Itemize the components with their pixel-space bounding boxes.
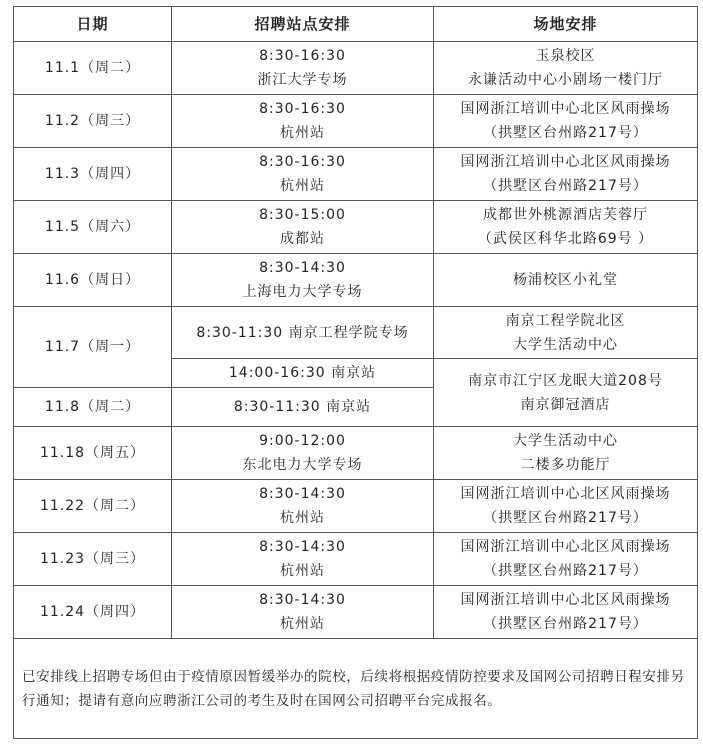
- site-time: 8:30-16:30: [259, 154, 346, 170]
- site-name: 上海电力大学专场: [242, 284, 363, 300]
- venue-cell: [434, 586, 698, 639]
- venue-cell: [434, 427, 698, 480]
- site-cell: [172, 201, 434, 254]
- table-row: [14, 480, 698, 533]
- venue-cell: [434, 95, 698, 148]
- venue-line-2: （拱墅区台州路217号）: [483, 616, 648, 632]
- venue-line-2: （拱墅区台州路217号）: [483, 510, 648, 526]
- site-cell: [172, 359, 434, 388]
- site-name: 杭州站: [280, 563, 325, 579]
- site-session: 14:00-16:30 南京站: [228, 365, 377, 381]
- venue-line-1: 大学生活动中心: [513, 433, 618, 449]
- table-row: [14, 42, 698, 95]
- venue-line-1: 玉泉校区: [535, 48, 596, 64]
- venue-cell: [434, 533, 698, 586]
- venue-cell: [434, 254, 698, 307]
- site-name: 杭州站: [280, 616, 325, 632]
- venue-line-1: 国网浙江培训中心北区风雨操场: [460, 101, 671, 117]
- site-name: 浙江大学专场: [257, 72, 348, 88]
- date-cell: 11.7（周一）: [14, 307, 172, 388]
- table-row: [14, 307, 698, 359]
- date-cell: 11.23（周三）: [14, 533, 172, 586]
- venue-cell: [434, 148, 698, 201]
- site-cell: [172, 427, 434, 480]
- venue-cell: [434, 307, 698, 359]
- header-venue: 场地安排: [434, 7, 698, 42]
- site-session: 8:30-11:30 南京站: [233, 399, 372, 415]
- date-cell: 11.24（周四）: [14, 586, 172, 639]
- venue-line-2: （拱墅区台州路217号）: [483, 125, 648, 141]
- venue-line-1: 国网浙江培训中心北区风雨操场: [460, 486, 671, 502]
- date-cell: 11.3（周四）: [14, 148, 172, 201]
- venue-line-2: 大学生活动中心: [513, 336, 618, 353]
- header-row: [14, 7, 698, 42]
- venue-line-1: 国网浙江培训中心北区风雨操场: [460, 154, 671, 170]
- site-cell: [172, 480, 434, 533]
- site-time: 8:30-16:30: [259, 101, 346, 117]
- venue-cell: [434, 42, 698, 95]
- header-date: 日期: [14, 7, 172, 42]
- date-cell: 11.2（周三）: [14, 95, 172, 148]
- site-cell: [172, 254, 434, 307]
- venue-line-2: 南京御冠酒店: [520, 396, 611, 413]
- note-row: [14, 639, 698, 739]
- venue-line-1: 成都世外桃源酒店芙蓉厅: [483, 207, 648, 223]
- site-cell: [172, 42, 434, 95]
- date-cell: 11.8（周二）: [14, 388, 172, 427]
- site-name: 杭州站: [280, 510, 325, 526]
- schedule-table: [13, 6, 698, 739]
- table-row: [14, 586, 698, 639]
- table-row: [14, 148, 698, 201]
- site-time: 8:30-14:30: [259, 592, 346, 608]
- site-cell: [172, 148, 434, 201]
- site-name: 杭州站: [280, 125, 325, 141]
- venue-line-2: （武侯区科华北路69号 ）: [477, 231, 654, 247]
- site-cell: [172, 586, 434, 639]
- venue-cell: [434, 480, 698, 533]
- date-cell: 11.1（周二）: [14, 42, 172, 95]
- site-session: 8:30-11:30 南京工程学院专场: [196, 324, 409, 341]
- site-name: 东北电力大学专场: [242, 457, 363, 473]
- venue-cell: [434, 201, 698, 254]
- venue-line-2: 永谦活动中心小剧场一楼门厅: [468, 72, 663, 88]
- table-row: [14, 254, 698, 307]
- date-cell: 11.6（周日）: [14, 254, 172, 307]
- venue-line-2: 二楼多功能厅: [520, 457, 611, 473]
- site-cell: [172, 388, 434, 427]
- venue-cell: [434, 359, 698, 427]
- venue-line-2: （拱墅区台州路217号）: [483, 563, 648, 579]
- table-row: [14, 201, 698, 254]
- venue-line-1: 杨浦校区小礼堂: [513, 272, 618, 288]
- site-time: 8:30-14:30: [259, 260, 346, 276]
- site-time: 8:30-14:30: [259, 486, 346, 502]
- venue-line-2: （拱墅区台州路217号）: [483, 178, 648, 194]
- site-cell: [172, 533, 434, 586]
- venue-line-1: 国网浙江培训中心北区风雨操场: [460, 592, 671, 608]
- header-site: 招聘站点安排: [172, 7, 434, 42]
- footnote: 已安排线上招聘专场但由于疫情原因暂缓举办的院校，后续将根据疫情防控要求及国网公司招聘日程安排另行通知；提请有意向应聘浙江公司的考生及时在国网公司招聘平台完成报名。: [14, 639, 698, 739]
- venue-line-1: 南京工程学院北区: [505, 312, 626, 329]
- site-time: 8:30-15:00: [259, 207, 346, 223]
- table-row: [14, 533, 698, 586]
- site-cell: [172, 307, 434, 359]
- venue-line-1: 国网浙江培训中心北区风雨操场: [460, 539, 671, 555]
- date-cell: 11.5（周六）: [14, 201, 172, 254]
- site-time: 8:30-14:30: [259, 539, 346, 555]
- site-name: 杭州站: [280, 178, 325, 194]
- date-cell: 11.22（周二）: [14, 480, 172, 533]
- site-cell: [172, 95, 434, 148]
- site-time: 8:30-16:30: [259, 48, 346, 64]
- site-name: 成都站: [280, 231, 325, 247]
- venue-line-1: 南京市江宁区龙眠大道208号: [468, 372, 663, 389]
- date-cell: 11.18（周五）: [14, 427, 172, 480]
- table-row: [14, 95, 698, 148]
- site-time: 9:00-12:00: [259, 433, 346, 449]
- table-row: [14, 427, 698, 480]
